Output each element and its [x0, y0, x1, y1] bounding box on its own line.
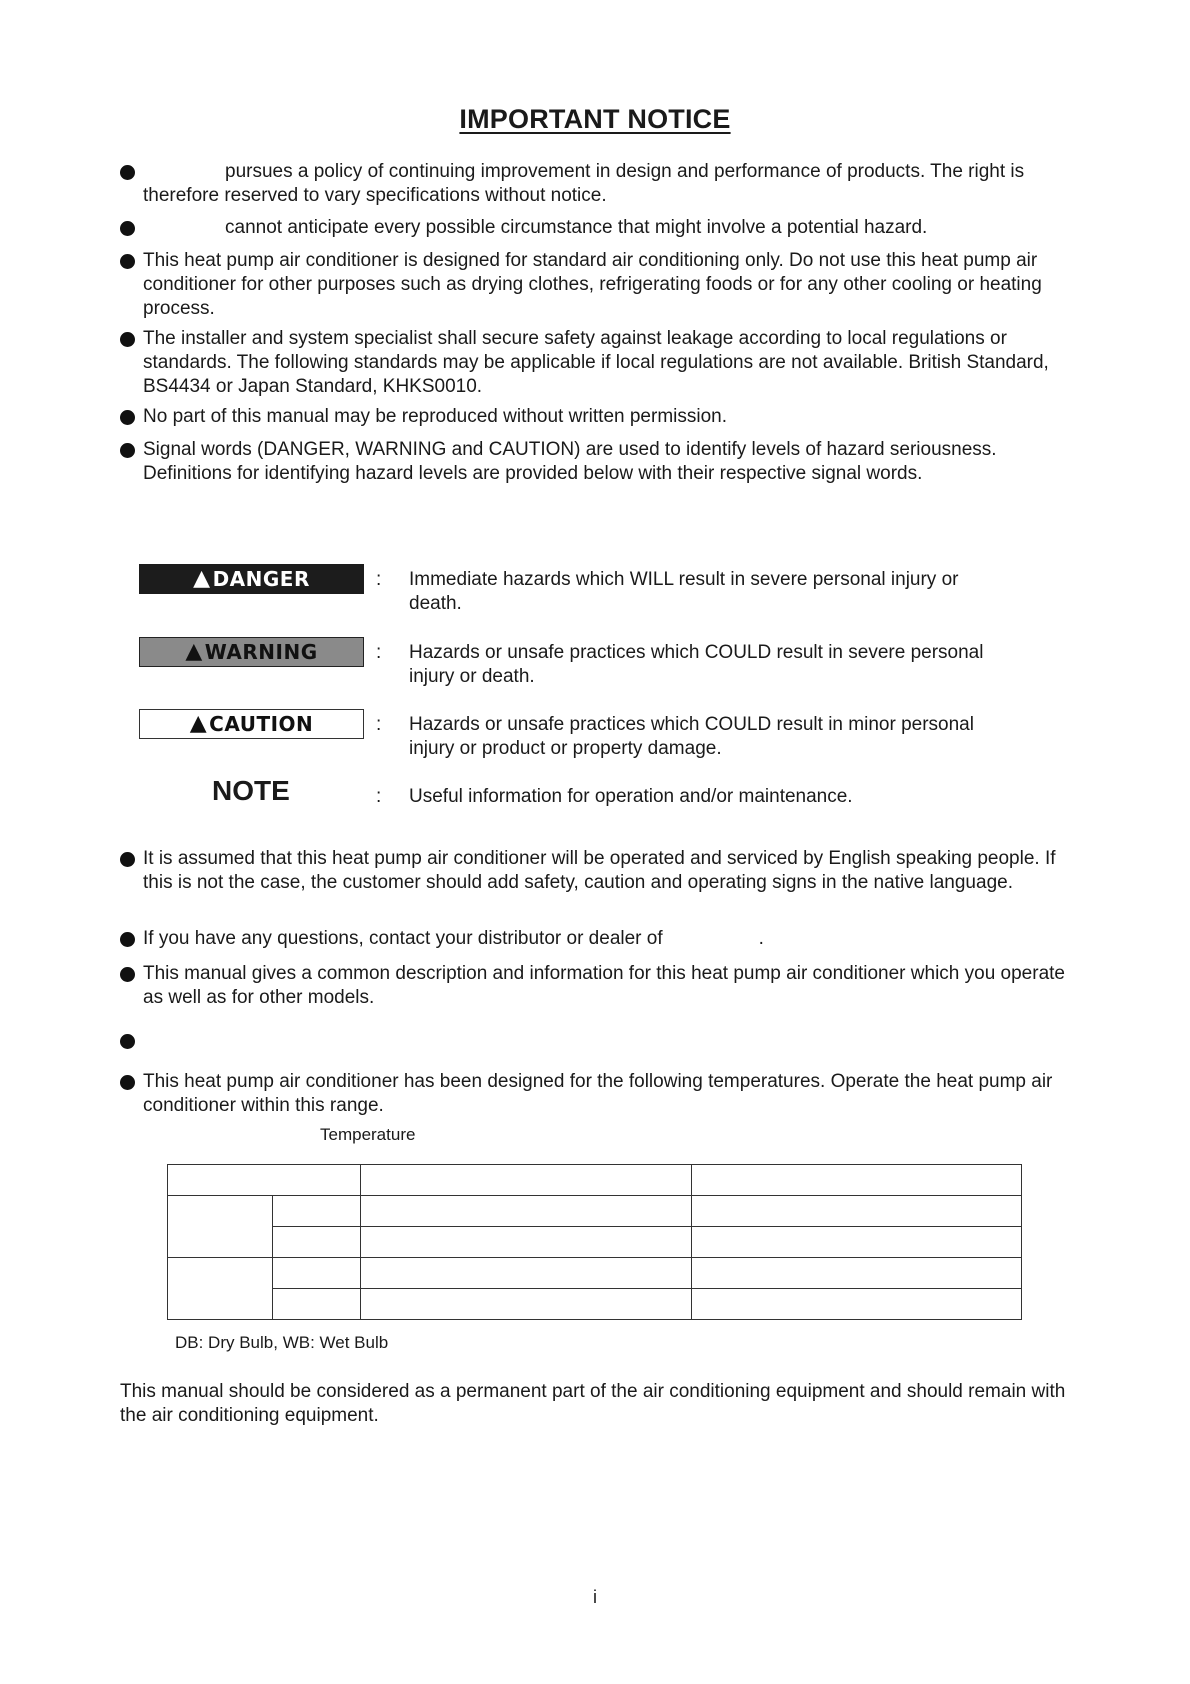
note-description: Useful information for operation and/or maintenance.	[409, 786, 853, 807]
bullet-dot	[120, 221, 135, 236]
table-cell	[692, 1196, 1022, 1227]
permanent-part-note: This manual should be considered as a permanent part of the air conditioning equipment and should remain with the air conditioning equipment.	[120, 1381, 1066, 1426]
notice-bullet-contact: If you have any questions, contact your distributor or dealer of .	[120, 927, 1080, 951]
bullet-dot	[120, 410, 135, 425]
table-cell	[361, 1165, 692, 1196]
table-cell	[272, 1289, 361, 1320]
table-cell	[168, 1258, 273, 1320]
notice-bullet-temperature: This heat pump air conditioner has been designed for the following temperatures. Operate the heat pump air conditioner within this range.	[120, 1070, 1080, 1118]
table-cell	[692, 1289, 1022, 1320]
warning-triangle-icon: ▲	[189, 711, 208, 736]
danger-badge: ▲ DANGER	[139, 564, 364, 594]
warning-triangle-icon: ▲	[193, 566, 211, 591]
notice-bullet-hazard: cannot anticipate every possible circumstance that might involve a potential hazard.	[120, 216, 1080, 240]
temperature-caption: Temperature	[320, 1125, 416, 1144]
warning-triangle-icon: ▲	[185, 639, 203, 664]
page-title: IMPORTANT NOTICE	[459, 104, 731, 134]
notice-bullet-common-description: This manual gives a common description and information for this heat pump air conditioner which you operate as well as for other models.	[120, 962, 1080, 1010]
table-cell	[361, 1289, 692, 1320]
caution-badge: ▲ CAUTION	[139, 709, 364, 739]
bullet-dot	[120, 967, 135, 982]
warning-description: Hazards or unsafe practices which COULD result in severe personal injury or death.	[409, 642, 984, 687]
table-row	[168, 1227, 1022, 1258]
notice-bullet-reproduction: No part of this manual may be reproduced without written permission.	[120, 405, 1080, 429]
table-cell	[272, 1196, 361, 1227]
table-cell	[361, 1227, 692, 1258]
note-label: NOTE	[212, 775, 290, 806]
table-cell	[692, 1258, 1022, 1289]
bullet-dot	[120, 1075, 135, 1090]
document-page: IMPORTANT NOTICE pursues a policy of continuing improvement in design and performance of products. The right is therefore reserved to vary specifications without notice. cannot anticipate every possible circumstance that might involve a potential hazard. This heat pump air conditioner is designed for standard air conditioning only. Do not use this heat pump air conditioner for other purposes such as drying clothes, refrigerating foods or for any other cooling or heating process. The installer and system specialist shall secure safety against leakage according to local regulations or standards. The following standards may be applicable if local regulations are not available. British Standard, BS4434 or Japan Standard, KHKS0010. No part of this manual may be reproduced without written permission. Signal words (DANGER, WARNING and CAUTION) are used to identify levels of hazard seriousness. Definitions for identifying hazard levels are provided below with their respective signal words. ▲ DANGER : Immediate hazards which WILL result in severe personal injury or death. ▲ WARNING : Hazards or unsafe practices which COULD result in severe personal injury or death. ▲ CAUTION : Hazards or unsafe practices which COULD result in minor personal injury or product or property damage. NOTE : Useful information for operation and/or maintenance. It is assumed that this heat pump air conditioner will be operated and serviced by English speaking people. If this is not the case, the customer should add safety, caution and operating signs in the native language. If you have any questions, contact your distributor or dealer of . This manual gives a common description and information for this heat pump air conditioner which you operate as well as for other models. This heat pump air conditioner has been designed for the following temperatures. Operate the heat pump air conditioner within this range. Temperature DB: Dry Bulb, WB: Wet Bulb This manual should be considered as a permanent part of the air conditioning equipment and should remain with the air conditioning equipment. i	[0, 0, 1190, 1684]
table-row	[168, 1165, 1022, 1196]
temperature-legend: DB: Dry Bulb, WB: Wet Bulb	[175, 1333, 389, 1352]
table-cell	[692, 1227, 1022, 1258]
caution-description: Hazards or unsafe practices which COULD result in minor personal injury or product or property damage.	[409, 714, 974, 759]
table-cell	[168, 1165, 361, 1196]
table-cell	[361, 1196, 692, 1227]
bullet-dot	[120, 443, 135, 458]
table-row	[168, 1258, 1022, 1289]
notice-bullet-signal-words: Signal words (DANGER, WARNING and CAUTION) are used to identify levels of hazard seriousness. Definitions for identifying hazard levels are provided below with their respective signal words.	[120, 438, 1080, 486]
notice-bullet-language: It is assumed that this heat pump air conditioner will be operated and serviced by English speaking people. If this is not the case, the customer should add safety, caution and operating signs in the native language.	[120, 847, 1080, 895]
table-cell	[272, 1258, 361, 1289]
page-number: i	[593, 1587, 597, 1607]
table-row	[168, 1196, 1022, 1227]
table-cell	[361, 1258, 692, 1289]
table-row	[168, 1289, 1022, 1320]
notice-bullet-usage: This heat pump air conditioner is designed for standard air conditioning only. Do not use this heat pump air conditioner for other purposes such as drying clothes, refrigerating foods or for any other cooling or heating process.	[120, 249, 1080, 321]
bullet-dot	[120, 852, 135, 867]
bullet-dot	[120, 332, 135, 347]
table-cell	[168, 1196, 273, 1258]
notice-bullet-standards: The installer and system specialist shall secure safety against leakage according to local regulations or standards. The following standards may be applicable if local regulations are not available. British Standard, BS4434 or Japan Standard, KHKS0010.	[120, 327, 1080, 399]
bullet-dot	[120, 254, 135, 269]
bullet-dot	[120, 1034, 135, 1049]
temperature-table	[167, 1164, 1022, 1320]
table-cell	[692, 1165, 1022, 1196]
warning-badge: ▲ WARNING	[139, 637, 364, 667]
notice-bullet-improvement: pursues a policy of continuing improvement in design and performance of products. The right is therefore reserved to vary specifications without notice.	[120, 160, 1080, 208]
bullet-dot	[120, 165, 135, 180]
table-cell	[272, 1227, 361, 1258]
danger-description: Immediate hazards which WILL result in severe personal injury or death.	[409, 569, 959, 614]
bullet-dot	[120, 932, 135, 947]
